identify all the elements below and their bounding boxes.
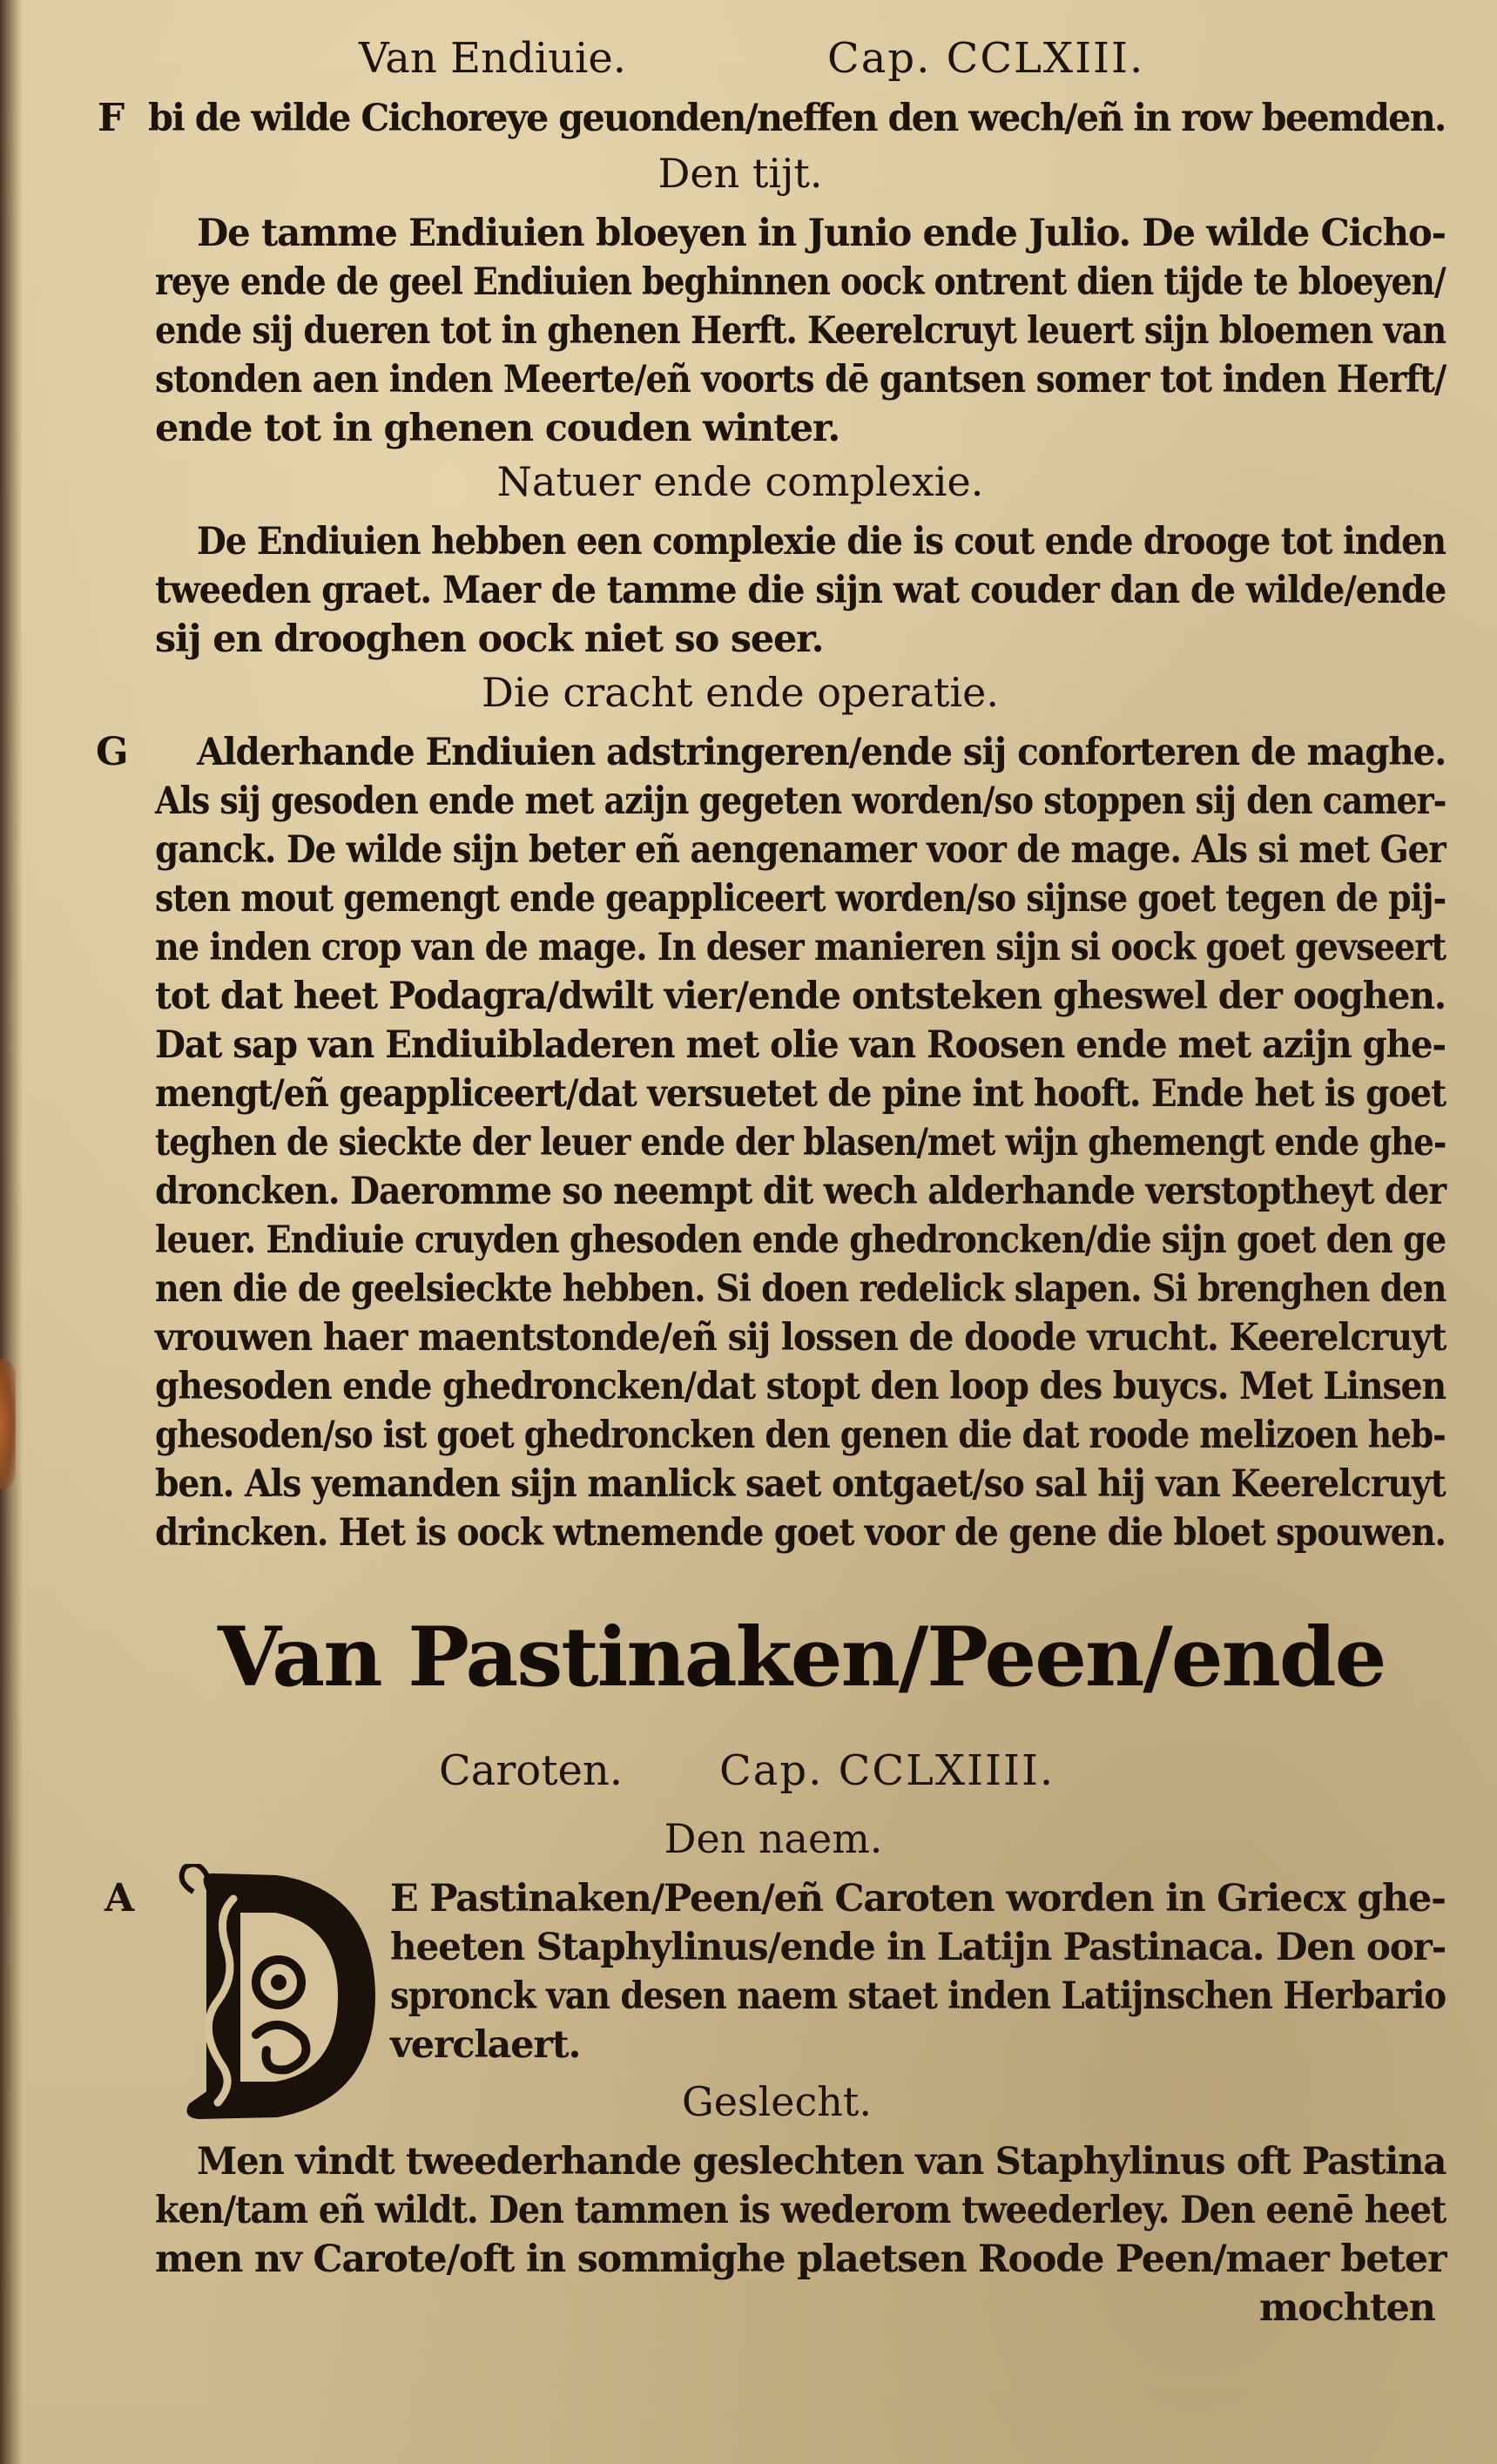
chapter-number: Cap. CCLXIIII. [719,1746,1055,1795]
cracht-line-17: drincken. Het is oock wtnemende goet voor de gene die bloet spouwen. [155,1511,1446,1555]
cracht-line-7: Dat sap van Endiuibladeren met olie van Roosen ende met azijn ghe- [155,1023,1446,1067]
tijt-line-2: reye ende de geel Endiuien beghinnen oock ontrent dien tijde te bloeyen/ [155,260,1446,304]
natuer-line-1: De Endiuien hebben een complexie die is cout ende drooge tot inden [197,520,1446,564]
running-header-chapter: Cap. CCLXIII. [827,34,1145,83]
naem-line-4: verclaert. [390,2023,581,2067]
drop-cap-d [172,1864,390,2125]
margin-letter-f: F [98,96,125,140]
naem-line-3: spronck van desen naem staet inden Latijnschen Herbario [390,1975,1446,2018]
chapter-title: Van Pastinaken/Peen/ende [218,1610,1386,1705]
drop-cap-ornament [172,1864,390,2125]
cracht-line-8: mengt/eñ geappliceert/dat versuetet de pine int hooft. Ende het is goet [155,1072,1446,1116]
cracht-line-10: droncken. Daeromme so neempt dit wech alderhande verstoptheyt der [155,1170,1446,1213]
heading-cracht: Die cracht ende operatie. [481,669,1000,716]
heading-geslecht: Geslecht. [681,2078,872,2125]
cracht-line-11: leuer. Endiuie cruyden ghesoden ende ghedroncken/die sijn goet den ge [155,1218,1446,1262]
cracht-line-2: Als sij gesoden ende met azijn gegeten worden/so stoppen sij den camer- [155,780,1446,823]
tijt-line-5: ende tot in ghenen couden winter. [155,407,840,450]
margin-letter-a: A [105,1876,135,1921]
heading-den-tijt: Den tijt. [657,150,823,197]
cracht-line-5: ne inden crop van de mage. In deser manieren sijn si oock goet gevseert [155,926,1446,969]
heading-natuer: Natuer ende complexie. [496,458,984,505]
cracht-line-16: ben. Als yemanden sijn manlick saet ontgaet/so sal hij van Keerelcruyt [155,1462,1446,1506]
intro-line: bi de wilde Cichoreye geuonden/neffen den wech/eñ in row beemden. [148,97,1446,140]
cracht-line-4: sten mout gemengt ende geappliceert worden/so sijnse goet tegen de pij- [155,877,1446,921]
running-header-left: Van Endiuie. [359,34,627,83]
cracht-line-12: nen die de geelsieckte hebben. Si doen redelick slapen. Si brenghen den [155,1267,1446,1311]
cracht-line-6: tot dat heet Podagra/dwilt vier/ende ontsteken gheswel der ooghen. [155,975,1446,1018]
cracht-line-15: ghesoden/so ist goet ghedroncken den genen die dat roode melizoen heb- [155,1414,1446,1457]
tijt-line-4: stonden aen inden Meerte/eñ voorts dē gantsen somer tot inden Herft/ [155,358,1446,402]
geslecht-line-1: Men vindt tweederhande geslechten van Staphylinus oft Pastina [197,2140,1446,2184]
natuer-line-2: tweeden graet. Maer de tamme die sijn wat couder dan de wilde/ende [155,569,1446,612]
cracht-line-13: vrouwen haer maentstonde/eñ sij lossen de doode vrucht. Keerelcruyt [155,1316,1446,1360]
tijt-line-3: ende sij dueren tot in ghenen Herft. Keerelcruyt leuert sijn bloemen van [155,309,1446,353]
naem-line-1: E Pastinaken/Peen/eñ Caroten worden in Griecx ghe- [390,1877,1446,1921]
naem-line-2: heeten Staphylinus/ende in Latijn Pastinaca. Den oor- [390,1926,1446,1969]
cracht-line-1: Alderhande Endiuien adstringeren/ende sij conforteren de maghe. [197,731,1446,774]
natuer-line-3: sij en drooghen oock niet so seer. [155,618,824,661]
chapter-subtitle: Caroten. [439,1746,624,1795]
geslecht-line-2: ken/tam eñ wildt. Den tammen is wederom tweederley. Den eenē heet [155,2189,1446,2232]
geslecht-line-3: men nv Carote/oft in sommighe plaetsen Roode Peen/maer beter [155,2238,1446,2281]
catchword: mochten [1259,2286,1435,2330]
cracht-line-9: teghen de sieckte der leuer ende der blasen/met wijn ghemengt ende ghe- [155,1121,1446,1164]
tijt-line-1: De tamme Endiuien bloeyen in Junio ende Julio. De wilde Cicho- [197,212,1446,255]
cracht-line-14: ghesoden ende ghedroncken/dat stopt den loop des buycs. Met Linsen [155,1365,1446,1408]
cracht-line-3: ganck. De wilde sijn beter eñ aengenamer voor de mage. Als si met Ger [155,828,1446,872]
page-gutter-shadow [0,0,23,2464]
heading-den-naem: Den naem. [664,1815,883,1862]
page-stain [0,1359,16,1489]
margin-letter-g: G [96,730,129,774]
